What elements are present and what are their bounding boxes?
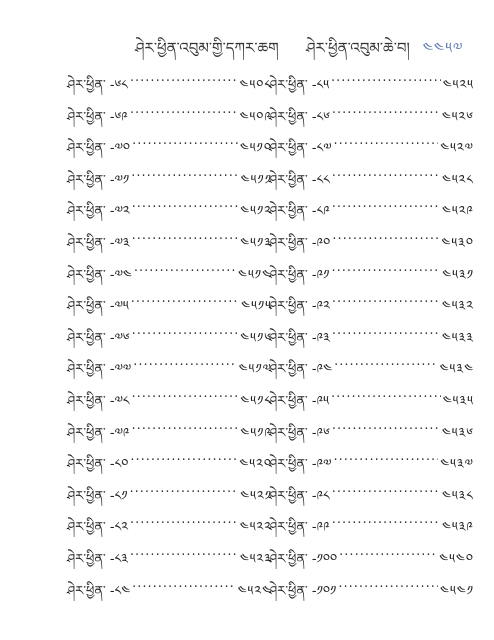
toc-entry[interactable] [269,165,474,197]
dot-leader [332,418,440,433]
entry-page-number: ༤༥༢༧ [440,141,474,157]
toc-entry[interactable] [269,386,474,418]
entry-page-number: ༤༥༠༨ [239,78,272,93]
entry-page-number: ༤༥༢༥ [442,78,474,93]
toc-entry[interactable] [67,102,272,134]
entry-label: ཤེར་ཕྱིན་ -༦༩ [67,109,128,125]
toc-entry[interactable] [67,323,272,355]
toc-entry[interactable] [269,418,474,450]
toc-entry[interactable] [67,544,272,576]
entry-label: ཤེར་ཕྱིན་ -༨༦ [269,109,330,125]
dot-leader [332,291,440,306]
dot-leader [132,228,239,243]
dot-leader [130,544,238,559]
entry-page-number: ༤༥༡༢ [240,204,272,220]
entry-page-number: ༤༥༣༧ [440,457,474,473]
entry-label: ཤེར་ཕྱིན་ -༡༠༡ [269,583,337,599]
dot-leader [132,418,239,433]
entry-page-number: ༤༥༣༨ [441,488,474,504]
dot-leader [332,196,440,211]
dot-leader [331,70,441,85]
entry-label: ཤེར་ཕྱིན་ -༩༠ [269,235,331,251]
volume-title: ཤེར་ཕྱིན་འབུམ་གྱི་དཀར་ཆག [135,39,279,57]
dot-leader [131,291,239,306]
entry-label: ཤེར་ཕྱིན་ -༩༥ [269,393,329,409]
toc-entry[interactable] [67,260,272,292]
toc-entry[interactable] [269,512,474,544]
toc-entry[interactable] [67,354,272,386]
dot-leader [132,386,239,401]
toc-entry[interactable] [269,544,474,576]
toc-entry[interactable] [67,576,272,608]
entry-label: ཤེར་ཕྱིན་ -༧༨ [67,393,130,409]
entry-page-number: ༤༥༢༡ [240,488,272,504]
entry-page-number: ༤༥༣༣ [441,330,474,346]
dot-leader [130,102,238,117]
entry-page-number: ༤༥༣༢ [441,299,474,315]
entry-page-number: ༤༥༡༤ [238,267,272,283]
dot-leader [132,196,239,211]
entry-label: ཤེར་ཕྱིན་ -༧༤ [67,267,132,283]
toc-entry[interactable] [67,228,272,260]
entry-page-number: ༤༥༡༩ [240,425,272,441]
entry-page-number: ༤༥༣༤ [439,362,474,378]
entry-label: ཤེར་ཕྱིན་ -༩༣ [269,330,330,346]
entry-page-number: ༤༥༣༥ [442,393,474,409]
entry-label: ཤེར་ཕྱིན་ -༦༨ [67,78,128,93]
entry-label: ཤེར་ཕྱིན་ -༨༩ [269,204,330,220]
left-column [67,70,272,607]
entry-label: ཤེར་ཕྱིན་ -༧༣ [67,235,130,251]
entry-label: ཤེར་ཕྱིན་ -༧༦ [67,330,130,346]
toc-entry[interactable] [67,291,272,323]
entry-page-number: ༤༥༠༩ [239,109,272,125]
toc-entry[interactable] [269,228,474,260]
entry-label: ཤེར་ཕྱིན་ -༨༠ [67,457,129,473]
dot-leader [332,323,440,338]
entry-label: ཤེར་ཕྱིན་ -༩༧ [269,457,332,473]
dot-leader [130,512,238,527]
dot-leader [332,102,440,117]
entry-label: ཤེར་ཕྱིན་ -༨༢ [67,520,128,536]
collection-title-group [306,32,464,74]
entry-label: ཤེར་ཕྱིན་ -༧༥ [67,299,129,315]
entry-label: ཤེར་ཕྱིན་ -༧༢ [67,204,130,220]
entry-page-number: ༤༥༡༦ [240,330,272,346]
entry-page-number: ༤༥༡༡ [240,172,272,188]
dot-leader [134,260,236,275]
toc-entry[interactable] [67,481,272,513]
dot-leader [132,323,239,338]
toc-entry[interactable] [269,260,474,292]
entry-page-number: ༤༥༢༨ [441,172,474,188]
toc-entry[interactable] [67,165,272,197]
dot-leader [332,165,440,180]
dot-leader [334,133,439,148]
entry-label: ཤེར་ཕྱིན་ -༨༥ [269,78,330,93]
entry-label: ཤེར་ཕྱིན་ -༧༧ [67,362,132,378]
dot-leader [130,481,239,496]
dot-leader [132,133,238,148]
dot-leader [332,228,439,243]
entry-page-number: ༤༥༤༠ [439,551,474,567]
entry-label: ཤེར་ཕྱིན་ -༩༩ [269,520,330,536]
toc-entry[interactable] [269,70,474,102]
toc-entry[interactable] [67,449,272,481]
entry-label: ཤེར་ཕྱིན་ -༩༤ [269,362,333,378]
dot-leader [133,354,236,369]
toc-entry[interactable] [67,418,272,450]
entry-page-number: ༤༥༢༦ [441,109,474,125]
entry-page-number: ༤༥༣༠ [441,235,474,251]
toc-entry[interactable] [269,102,474,134]
entry-page-number: ༤༥༡༨ [240,393,272,409]
entry-label: ཤེར་ཕྱིན་ -༨༤ [67,583,131,599]
entry-page-number: ༤༥༢༤ [237,583,272,599]
dot-leader [332,512,440,527]
entry-label: ཤེར་ཕྱིན་ -༩༢ [269,299,330,315]
entry-label: ཤེར་ཕྱིན་ -༡༠༠ [269,551,338,567]
page-header [0,32,494,56]
entry-label: ཤེར་ཕྱིན་ -༨༨ [269,172,330,188]
dot-leader [339,544,437,559]
dot-leader [331,386,441,401]
entry-page-number: ༤༥༢༣ [239,551,272,567]
entry-page-number: ༤༥༣༡ [442,267,474,283]
collection-title: ཤེར་ཕྱིན་འབུམ་ཆེ་བ། [306,39,410,57]
dot-leader [130,449,237,464]
entry-label: ཤེར་ཕྱིན་ -༨༣ [67,551,128,567]
entry-page-number: ༤༥༣༦ [441,425,474,441]
dot-leader [334,354,438,369]
dot-leader [332,481,440,496]
dot-leader [132,576,235,591]
toc-entry[interactable] [269,133,474,165]
toc-entry[interactable] [269,196,474,228]
toc-entry[interactable] [67,512,272,544]
toc-entry[interactable] [269,354,474,386]
entry-page-number: ༤༥༢༢ [239,520,272,536]
page-number: ༤༤༥༧ [422,39,464,57]
dot-leader [331,260,440,275]
entry-label: ཤེར་ཕྱིན་ -༩༦ [269,425,330,441]
dot-leader [131,165,238,180]
entry-label: ཤེར་ཕྱིན་ -༩༨ [269,488,330,504]
entry-page-number: ༤༥༡༧ [238,362,272,378]
toc-entry[interactable] [269,323,474,355]
entry-label: ཤེར་ཕྱིན་ -༧༡ [67,172,130,188]
entry-label: ཤེར་ཕྱིན་ -༨༡ [67,488,128,504]
entry-label: ཤེར་ཕྱིན་ -༩༡ [269,267,330,283]
entry-label: ཤེར་ཕྱིན་ -༨༧ [269,141,332,157]
entry-page-number: ༤༥༤༡ [440,583,474,599]
entry-page-number: ༤༥༣༩ [441,520,474,536]
toc-entry[interactable] [67,133,272,165]
toc-entry[interactable] [67,196,272,228]
toc-entry[interactable] [67,386,272,418]
toc-entry[interactable] [269,481,474,513]
entry-label: ཤེར་ཕྱིན་ -༧༠ [67,141,131,157]
toc-entry[interactable] [269,576,474,608]
toc-entry[interactable] [269,291,474,323]
dot-leader [130,70,238,85]
entry-page-number: ༤༥༢༠ [239,457,272,473]
dot-leader [334,449,439,464]
entry-label: ཤེར་ཕྱིན་ -༧༩ [67,425,130,441]
entry-page-number: ༤༥༢༩ [441,204,474,220]
entry-page-number: ༤༥༡༣ [240,235,272,251]
entry-page-number: ༤༥༡༥ [241,299,272,315]
right-column [269,70,474,607]
toc-entry[interactable] [269,449,474,481]
dot-leader [338,576,438,591]
toc-entry[interactable] [67,70,272,102]
entry-page-number: ༤༥༡༠ [239,141,272,157]
